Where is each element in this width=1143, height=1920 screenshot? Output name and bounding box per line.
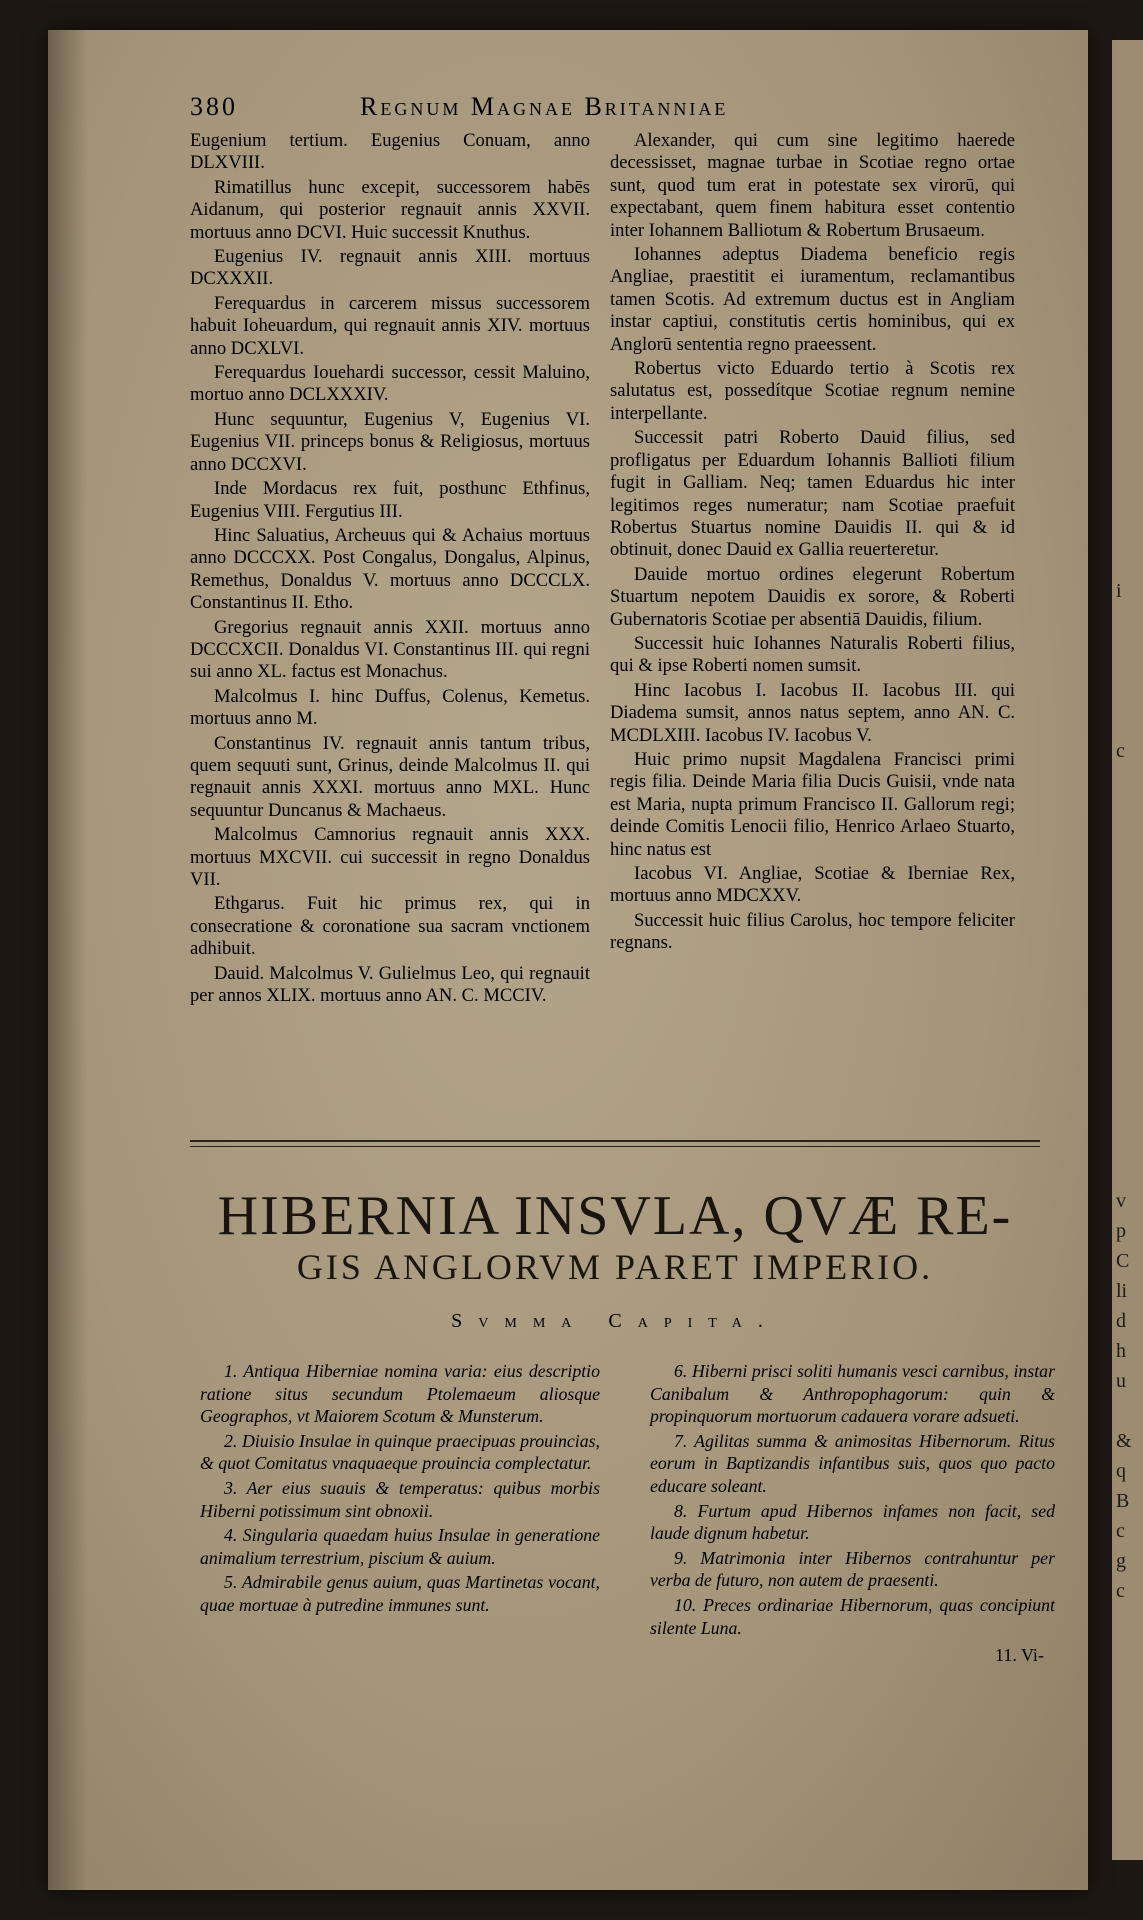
page-gutter-shadow xyxy=(48,30,88,1890)
capitulum-item: 4. Singularia quaedam huius Insulae in generatione animalium terrestrium, piscium & auium. xyxy=(200,1525,600,1568)
facing-page-fragment: g xyxy=(1116,1550,1126,1572)
facing-page-fragment: u xyxy=(1116,1370,1126,1392)
facing-page-fragment: li xyxy=(1116,1280,1128,1302)
paragraph: Eugenium tertium. Eugenius Conuam, anno DLXVIII. xyxy=(190,130,590,174)
capitulum-item: 10. Preces ordinariae Hibernorum, quas concipiunt silente Luna. xyxy=(650,1594,1055,1638)
capitulum-item: 1. Antiqua Hiberniae nomina varia: eius descriptio ratione situs secundum Ptolemaeum aliosque Geographos, vt Maiorem Scotum & Munsterum. xyxy=(200,1361,600,1427)
paragraph: Gregorius regnauit annis XXII. mortuus anno DCCCXCII. Donaldus VI. Constantinus III. qui regni sui anno XL. factus est Monachus. xyxy=(190,616,590,683)
facing-page-fragment: c xyxy=(1116,1520,1125,1542)
capitulum-item: 7. Agilitas summa & animositas Hibernorum. Ritus eorum in Baptizandis infantibus suis, quos quo pacto educare soleant. xyxy=(650,1430,1055,1496)
capita-right-column xyxy=(650,1360,1055,1641)
paragraph: Iacobus VI. Angliae, Scotiae & Iberniae Rex, mortuus anno MDCXXV. xyxy=(610,863,1015,907)
paragraph: Eugenius IV. regnauit annis XIII. mortuus DCXXXII. xyxy=(190,246,590,290)
paragraph: Ferequardus Iouehardi successor, cessit Maluino, mortuo anno DCLXXXIV. xyxy=(190,362,590,406)
paragraph: Malcolmus I. hinc Duffus, Colenus, Kemetus. mortuus anno M. xyxy=(190,685,590,730)
catchword: 11. Vi- xyxy=(995,1645,1044,1665)
facing-page-fragment: q xyxy=(1116,1460,1126,1482)
capita-left-column xyxy=(200,1360,600,1619)
capitulum-item: 3. Aer eius suauis & temperatus: quibus morbis Hiberni potissimum sint obnoxii. xyxy=(200,1477,600,1521)
facing-page-fragment: & xyxy=(1116,1430,1132,1452)
capitulum-item: 6. Hiberni prisci soliti humanis vesci carnibus, instar Canibalum & Anthropophagorum: quin & propinquorum mortuorum cadauera vorare adsueti. xyxy=(650,1361,1055,1427)
capitulum-item: 2. Diuisio Insulae in quinque praecipuas prouincias, & quot Comitatus vnaquaeque prouincia complectatur. xyxy=(200,1430,600,1474)
facing-page-fragment: c xyxy=(1116,740,1125,762)
facing-page-fragment: h xyxy=(1116,1340,1126,1362)
summa-capita-heading: Svmma Capita. xyxy=(451,1310,779,1332)
paragraph: Inde Mordacus rex fuit, posthunc Ethfinus, Eugenius VIII. Fergutius III. xyxy=(190,478,590,522)
section-rule-thin xyxy=(190,1146,1040,1147)
right-text-column xyxy=(610,130,1015,957)
capitulum-item: 5. Admirabile genus auium, quas Martinetas vocant, quae mortuae à putredine immunes sunt. xyxy=(200,1572,600,1615)
paragraph: Hinc Iacobus I. Iacobus II. Iacobus III. qui Diadema sumsit, annos natus septem, anno AN. C. MCDLXIII. Iacobus IV. Iacobus V. xyxy=(610,679,1015,746)
capitulum-item: 8. Furtum apud Hibernos infames non facit, sed laude dignum habetur. xyxy=(650,1500,1055,1544)
facing-page-fragment: c xyxy=(1116,1580,1125,1602)
paragraph: Rimatillus hunc excepit, successorem habēs Aidanum, qui posterior regnauit annis XXVII. mortuus anno DCVI. Huic successit Knuthus. xyxy=(190,176,590,243)
paragraph: Dauide mortuo ordines elegerunt Robertum Stuartum nepotem Dauidis ex sorore, & Roberti Gubernatoris Scotiae per absentiā Dauidis, filium. xyxy=(610,563,1015,630)
paragraph: Hunc sequuntur, Eugenius V, Eugenius VI. Eugenius VII. princeps bonus & Religiosus, mortuus anno DCCXVI. xyxy=(190,408,590,475)
paragraph: Hinc Saluatius, Archeuus qui & Achaius mortuus anno DCCCXX. Post Congalus, Dongalus, Alpinus, Remethus, Donaldus V. mortuus anno DCCCLX. Constantinus II. Etho. xyxy=(190,524,590,614)
paragraph: Huic primo nupsit Magdalena Francisci primi regis filia. Deinde Maria filia Ducis Guisii, vnde nata est Maria, nupta primum Francisco II. Gallorum regi; deinde Comitis Lenocii filio, Henrico Arlaeo Stuarto, hinc natus est xyxy=(610,748,1015,860)
paragraph: Successit huic Iohannes Naturalis Roberti filius, qui & ipse Roberti nomen sumsit. xyxy=(610,632,1015,677)
section-rule xyxy=(190,1140,1040,1142)
left-text-column xyxy=(190,130,590,1009)
capitulum-item: 9. Matrimonia inter Hibernos contrahuntur per verba de futuro, non autem de praesenti. xyxy=(650,1547,1055,1591)
page-number: 380 xyxy=(190,92,238,121)
paragraph: Constantinus IV. regnauit annis tantum tribus, quem sequuti sunt, Grinus, deinde Malcolmus II. qui regnauit annis XXXI. mortuus anno MXL. Hunc sequuntur Duncanus & Machaeus. xyxy=(190,732,590,821)
paragraph: Successit patri Roberto Dauid filius, sed profligatus per Eduardum Iohannis Ballioti filium fugit in Galliam. Neq; tamen Eduardus hic inter legitimos reges numeratur; nam Scotiae praefuit Robertus Stuartus nomine Dauidis II. qui & id obtinuit, donec Dauid ex Gallia reuerteretur. xyxy=(610,427,1015,561)
paragraph: Iohannes adeptus Diadema beneficio regis Angliae, praestitit ei iuramentum, reclamantibus tamen Scotis. Ad extremum ductus est in Angliam instar captiui, constitutis certis hominibus, qui ex Anglorū sententia regno praeessent. xyxy=(610,244,1015,355)
paragraph: Successit huic filius Carolus, hoc tempore feliciter regnans. xyxy=(610,909,1015,954)
paragraph: Alexander, qui cum sine legitimo haerede decessisset, magnae turbae in Scotiae regno ortae sunt, quod tum erat in potestate sex virorū, qui expectabant, quem finem habitura esset contentio inter Iohannem Balliotum & Robertum Brusaeum. xyxy=(610,130,1015,241)
facing-page-fragment: i xyxy=(1116,580,1122,602)
facing-page-fragment: p xyxy=(1116,1220,1126,1242)
facing-page-fragment: v xyxy=(1116,1190,1126,1212)
chapter-heading: HIBERNIA INSVLA, QVÆ RE- xyxy=(217,1185,1013,1247)
facing-page-fragment: B xyxy=(1116,1490,1130,1512)
facing-page-edge xyxy=(1112,40,1143,1860)
paragraph: Robertus victo Eduardo tertio à Scotis rex salutatus est, possedítque Scotiae regnum nemine interpellante. xyxy=(610,358,1015,424)
facing-page-fragment: C xyxy=(1116,1250,1130,1272)
paragraph: Malcolmus Camnorius regnauit annis XXX. mortuus MXCVII. cui successit in regno Donaldus VII. xyxy=(190,824,590,890)
chapter-heading-line2: GIS ANGLORVM PARET IMPERIO. xyxy=(296,1247,934,1287)
running-head xyxy=(190,92,1050,126)
running-title: Regnum Magnae Britanniae xyxy=(360,92,729,121)
paragraph: Dauid. Malcolmus V. Gulielmus Leo, qui regnauit per annos XLIX. mortuus anno AN. C. MCCIV. xyxy=(190,962,590,1007)
facing-page-fragment: d xyxy=(1116,1310,1126,1332)
paragraph: Ferequardus in carcerem missus successorem habuit Ioheuardum, qui regnauit annis XIV. mortuus anno DCXLVI. xyxy=(190,292,590,359)
paragraph: Ethgarus. Fuit hic primus rex, qui in consecratione & coronatione sua sacram vnctionem adhibuit. xyxy=(190,893,590,960)
